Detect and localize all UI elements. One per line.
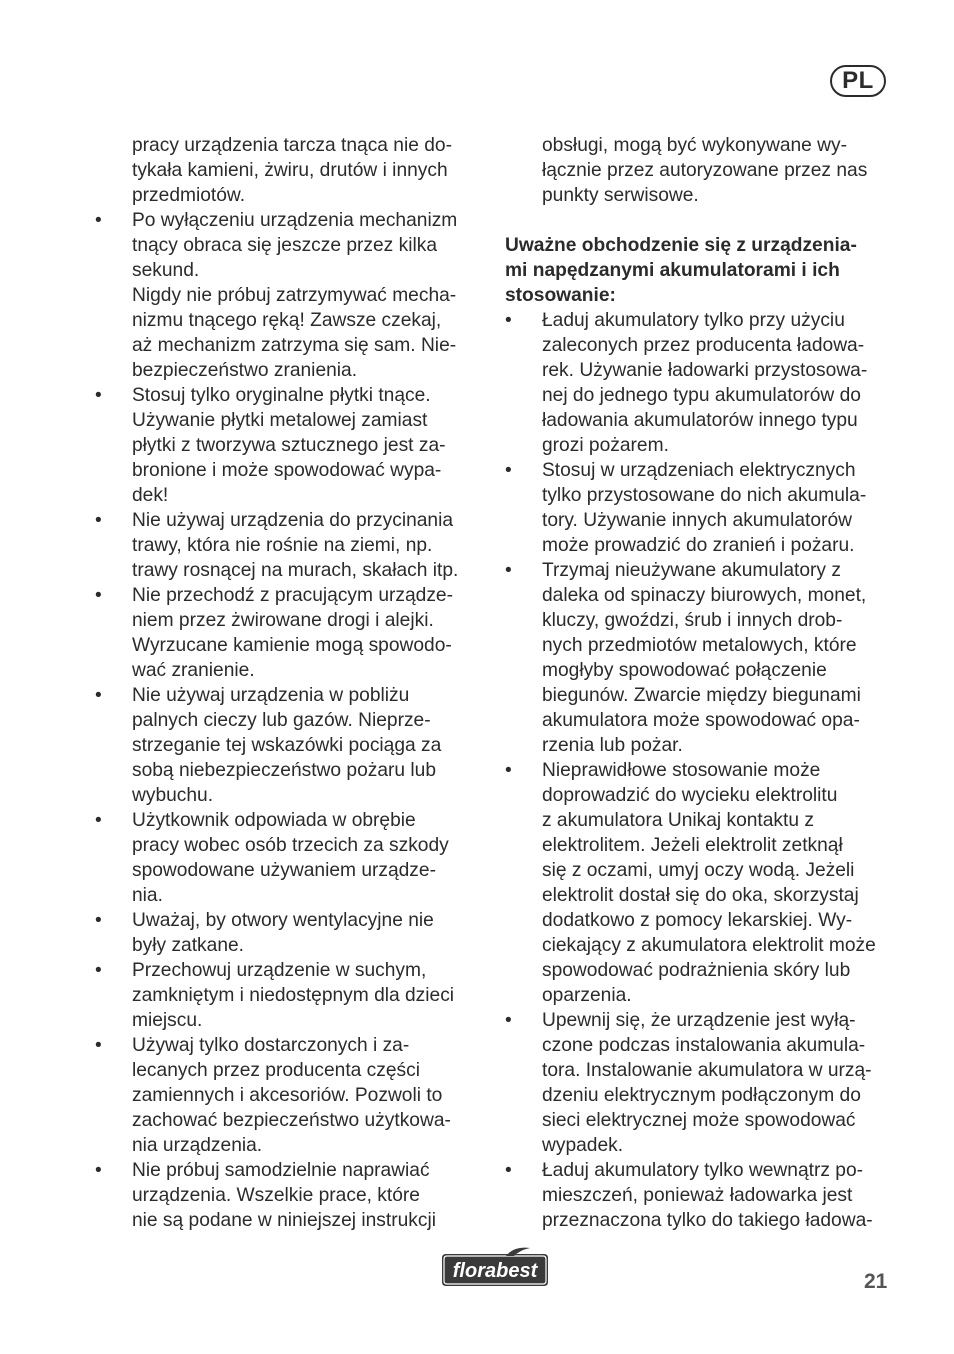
bullet-icon: •: [95, 1160, 102, 1181]
list-item-text: Trzymaj nieużywane akumulatory z daleka od spinaczy biurowych, monet, kluczy, gwoździ, śrub i innych drob- nych przedmiotów metalowych, które mogłyby spowodować połączenie biegunów. Zwarcie między biegunami akumulatora może spowodować opa- rzenia lub pożar.: [542, 560, 867, 756]
bullet-icon: •: [95, 960, 102, 981]
left-intro-text: pracy urządzenia tarcza tnąca nie do- tykała kamieni, żwiru, drutów i innych przedmiotów.: [132, 135, 452, 206]
list-item-text: Stosuj w urządzeniach elektrycznych tylko przystosowane do nich akumula- tory. Używanie innych akumulatorów może prowadzić do zranień i pożaru.: [542, 460, 867, 556]
list-item-text: Stosuj tylko oryginalne płytki tnące. Używanie płytki metalowej zamiast płytki z tworzywa sztucznego jest za- bronione i może spowodować wypa- dek!: [132, 385, 446, 506]
list-item: [95, 1033, 485, 1158]
list-item-text: Upewnij się, że urządzenie jest wyłą- czone podczas instalowania akumula- tora. Instalowanie akumulatora w urzą- dzeniu elektrycznym podłączonym do sieci elektrycznej może spowodować wypadek.: [542, 1010, 872, 1156]
bullet-icon: •: [95, 685, 102, 706]
right-column: [505, 133, 895, 1233]
list-item: [505, 1008, 895, 1158]
list-item: [95, 383, 485, 508]
list-item-text: Nie próbuj samodzielnie naprawiać urządzenia. Wszelkie prace, które nie są podane w niniejszej instrukcji: [132, 1160, 436, 1231]
page-number: 21: [864, 1270, 888, 1293]
florabest-logo-icon: [438, 1246, 552, 1290]
right-bullet-list: [505, 308, 895, 1233]
list-item-text: Ładuj akumulatory tylko wewnątrz po- mieszczeń, ponieważ ładowarka jest przeznaczona tylko do takiego ładowa-: [542, 1160, 873, 1231]
list-item: [95, 908, 485, 958]
list-item-text: Nie używaj urządzenia w pobliżu palnych cieczy lub gazów. Nieprze- strzeganie tej wskazówki pociąga za sobą niebezpieczeństwo pożaru lub wybuchu.: [132, 685, 442, 806]
bullet-icon: •: [505, 310, 512, 331]
language-badge: PL: [830, 65, 886, 97]
paragraph-spacer: [505, 208, 895, 233]
list-item-text: Nie używaj urządzenia do przycinania trawy, która nie rośnie na ziemi, np. trawy rosnącej na murach, skałach itp.: [132, 510, 459, 581]
list-item: [505, 758, 895, 1008]
list-item: [95, 683, 485, 808]
bullet-icon: •: [95, 385, 102, 406]
right-intro-text: obsługi, mogą być wykonywane wy- łącznie przez autoryzowane przez nas punkty serwisowe.: [542, 135, 868, 206]
bullet-icon: •: [505, 1160, 512, 1181]
logo-text: florabest: [452, 1260, 538, 1282]
bullet-icon: •: [95, 810, 102, 831]
bullet-icon: •: [95, 910, 102, 931]
section-heading: Uważne obchodzenie się z urządzenia- mi napędzanymi akumulatorami i ich stosowanie:: [505, 235, 857, 306]
left-column: [95, 133, 485, 1233]
bullet-icon: •: [505, 1010, 512, 1031]
bullet-icon: •: [95, 510, 102, 531]
list-item: [95, 583, 485, 683]
list-item-text: Uważaj, by otwory wentylacyjne nie były zatkane.: [132, 910, 434, 956]
list-item-text: Nieprawidłowe stosowanie może doprowadzić do wycieku elektrolitu z akumulatora Unikaj kontaktu z elektrolitem. Jeżeli elektrolit zetknął się z oczami, umyj oczy wodą. Jeżeli elektrolit dostał się do oka, skorzystaj dodatkowo z pomocy lekarskiej. Wy- ciekający z akumulatora elektrolit może spowodować podrażnienia skóry lub oparzenia.: [542, 760, 876, 1006]
left-bullet-list: [95, 208, 485, 1233]
florabest-logo: [438, 1246, 552, 1295]
bullet-icon: •: [95, 1035, 102, 1056]
list-item: [95, 1158, 485, 1233]
list-item-text: Nie przechodź z pracującym urządze- niem przez żwirowane drogi i alejki. Wyrzucane kamienie mogą spowodo- wać zranienie.: [132, 585, 453, 681]
list-item-text: Używaj tylko dostarczonych i za- lecanych przez producenta części zamiennych i akcesoriów. Pozwoli to zachować bezpieczeństwo użytkowa- nia urządzenia.: [132, 1035, 451, 1156]
list-item: [505, 558, 895, 758]
bullet-icon: •: [505, 760, 512, 781]
list-item-text: Przechowuj urządzenie w suchym, zamkniętym i niedostępnym dla dzieci miejscu.: [132, 960, 455, 1031]
list-item: [95, 508, 485, 583]
list-item: [505, 1158, 895, 1233]
list-item: [505, 458, 895, 558]
list-item-text: Po wyłączeniu urządzenia mechanizm tnący obraca się jeszcze przez kilka sekund. Nigdy nie próbuj zatrzymywać mecha- nizmu tnącego ręką! Zawsze czekaj, aż mechanizm zatrzyma się sam. Nie- bezpieczeństwo zranienia.: [132, 210, 458, 381]
list-item-text: Użytkownik odpowiada w obrębie pracy wobec osób trzecich za szkody spowodowane używaniem urządze- nia.: [132, 810, 449, 906]
list-item: [95, 208, 485, 383]
list-item: [95, 958, 485, 1033]
bullet-icon: •: [505, 460, 512, 481]
list-item: [505, 308, 895, 458]
bullet-icon: •: [505, 560, 512, 581]
bullet-icon: •: [95, 210, 102, 231]
bullet-icon: •: [95, 585, 102, 606]
list-item-text: Ładuj akumulatory tylko przy użyciu zaleconych przez producenta ładowa- rek. Używanie ładowarki przystosowa- nej do jednego typu akumulatorów do ładowania akumulatorów innego typu grozi pożarem.: [542, 310, 868, 456]
list-item: [95, 808, 485, 908]
